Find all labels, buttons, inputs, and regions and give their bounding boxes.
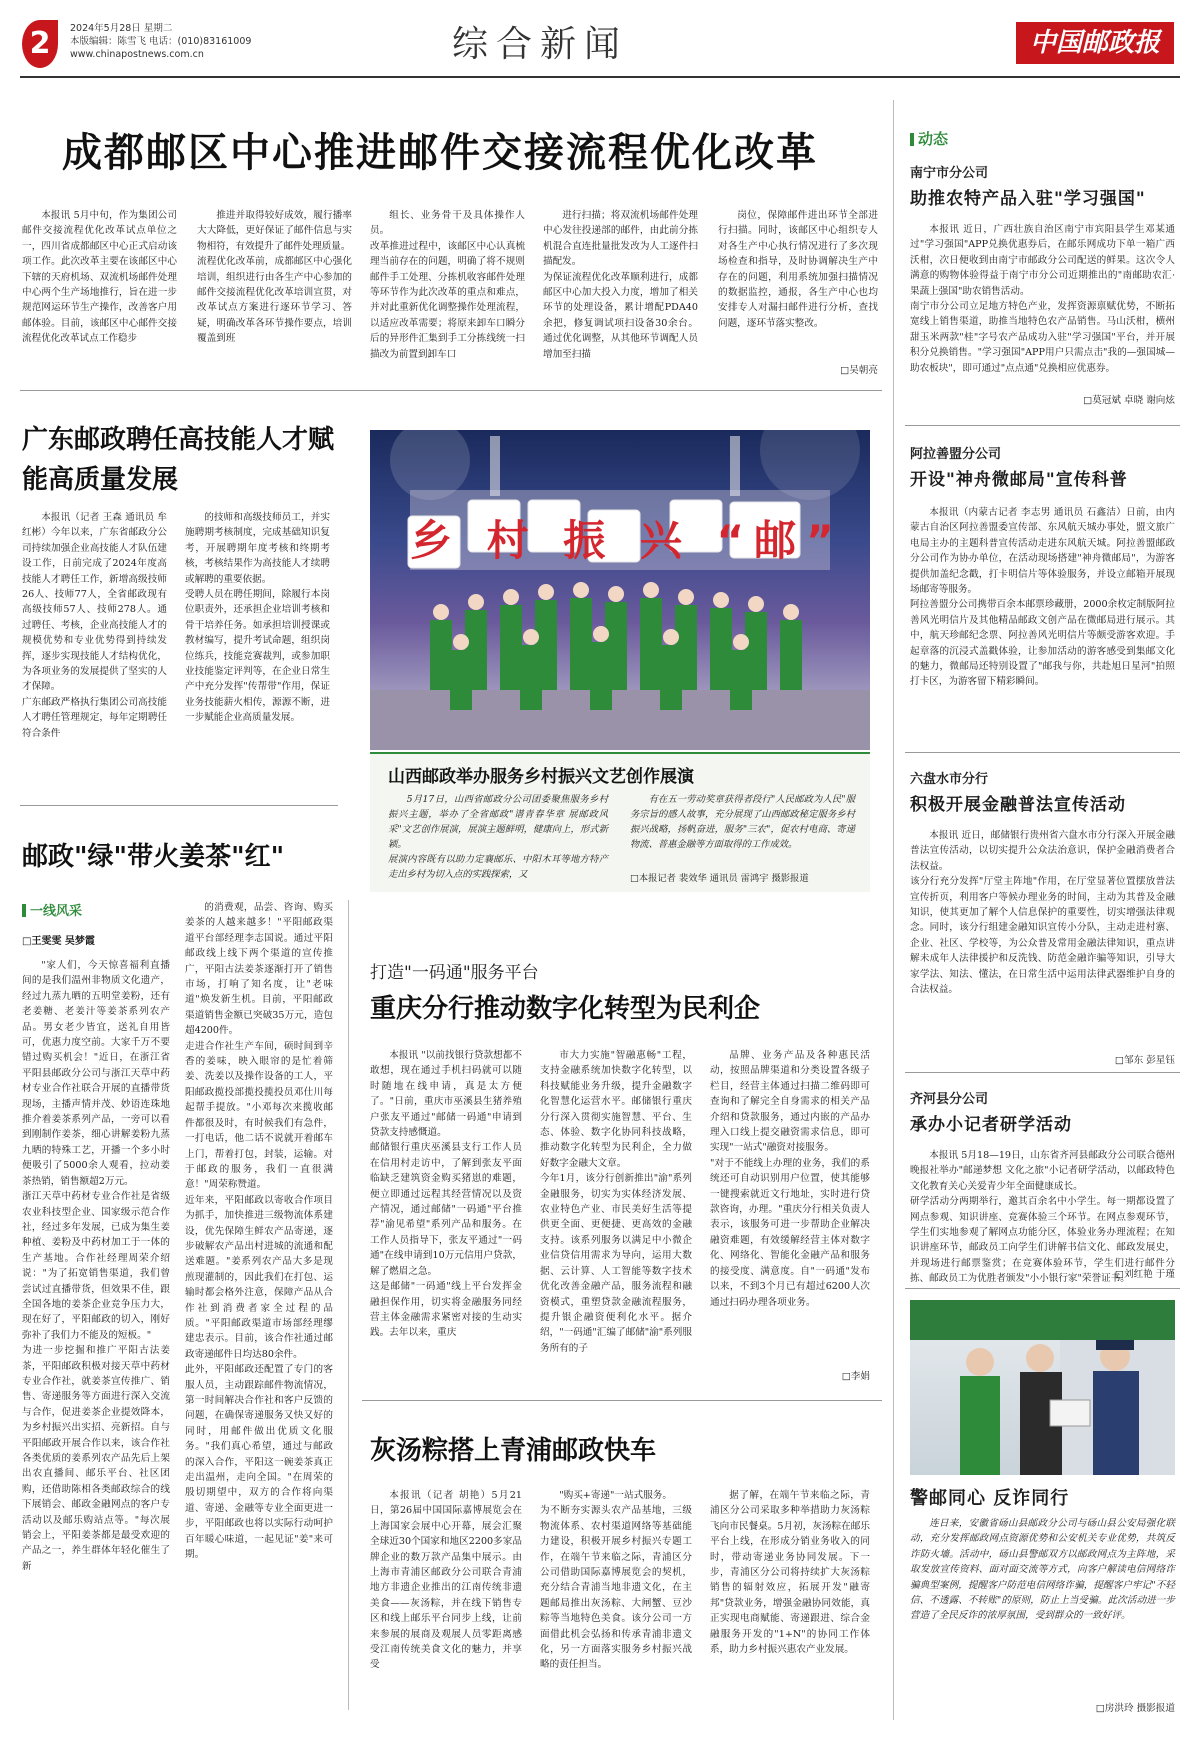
chongqing-signature: □李娟 (841, 1371, 870, 1382)
sidebar-body-1: 本报讯（内蒙古记者 李志男 通讯员 石鑫洁）日前，由内蒙古自治区阿拉善盟委宣传部、东风航天城办事处，盟文旅广电局主办的主题科普宣传活动走进东风航天城。阿拉善盟邮政分公司作为协办单位，在活动现场搭建"神舟微邮局"，为游客提供加盖纪念戳，打卡明信片等体验服务，并设立邮箱开展现场邮寄等服务。 阿拉善盟分公司携带百余本邮票珍藏册，2000余枚定制版阿拉善风光明信片及其他精品邮政文创产品在微邮局进行展示。其中，航天珍邮纪念票、阿拉善风光明信片等颇受游客欢迎。手起章落的沉浸式盖戳体验，让参加活动的游客感受到集邮文化的魅力，微邮局还特别设置了"邮我与你，共赴旭日星河"拍照打卡区，为游客留下精彩瞬间。 (910, 507, 1175, 688)
sidebar-branch-1: 阿拉善盟分公司 (910, 447, 1002, 462)
sidebar-title-0: 助推农特产品入驻"学习强国" (910, 189, 1146, 209)
editor-line: 本版编辑：陈雪飞 电话：(010)83161009 (70, 36, 252, 47)
date-line: 2024年5月28日 星期二 (70, 23, 173, 34)
ginger-headline: 邮政"绿"带火姜茶"红" (22, 842, 285, 872)
page-number: 2 (29, 26, 51, 61)
sidebar-branch-0: 南宁市分公司 (910, 166, 989, 181)
sidebar-rule-0 (905, 425, 1180, 426)
ginger-tag: 一线风采 (22, 900, 82, 919)
sidebar-sig-0: □莫冠斌 卓晓 谢向炫 (1083, 395, 1175, 406)
sidebar-rule-1 (905, 752, 1180, 753)
anti-fraud-signature: □房洪玲 摄影报道 (1095, 1703, 1175, 1714)
qingpu-col-1: 本报讯（记者 胡艳）5月21日，第26届中国国际嘉博展览会在上海国家会展中心开幕，展会汇聚全球近30个国家和地区2200多家品牌企业的数万款产品集中展示。由上海市青浦区邮政分公司联合青浦地方非遗企业推出的江南传统非遗美食——灰汤粽，并在线下销售专区和线上邮乐平台同步上线，让前来参展的展商及观展人员零距离感受江南传统美食文化的魅力，并享受 (370, 1490, 522, 1671)
sidebar-sig-3: □刘红艳 于瑾 (1114, 1269, 1175, 1280)
sidebar-rule-3 (905, 1288, 1180, 1289)
sidebar-body-3: 本报讯 5月18—19日，山东省齐河县邮政分公司联合德州晚报社举办"邮递梦想 文化之旅"小记者研学活动，以邮政特色文化教育关心关爱青少年全面健康成长。 研学活动分两期举行，邀其百余名中小学生。每一期都设置了网点参观、知识讲座、竞赛体验三个环节。在网点参观环节，学生们实地参观了解网点功能分区，体验业务办理流程；在知识讲座环节，邮政员工向学生们讲解书信文化、邮政发展史，并现场进行邮票鉴赏；在竞赛体验环节，学生们进行邮件分拣、邮政员工为优胜者颁发"小小银行家"荣誉证书。 (910, 1150, 1175, 1285)
stage-scene (370, 430, 870, 750)
lead-rule (20, 390, 882, 391)
page-number-badge (22, 20, 58, 68)
lead-col-4: 进行扫描；将双流机场邮件处理中心发往投递部的邮件，由此前分拣机混合直连批量批发改为人工逐件扫描配发。 为保证流程优化改革顺利进行，成都邮区中心加大投入力度，增加了相关环节的处理设备，累计增配PDA40余把，修复调试项扫设备30余台。通过优化调整，从其他环节调配人员增加至扫描 (543, 210, 698, 360)
chongqing-col-3: 品牌、业务产品及各种惠民活动，按照品牌渠道和分类设置各级子栏目，经营主体通过扫描二维码即可查询和了解完全自身需求的相关产品介绍和贷款服务，通过内嵌的产品办理入口线上提交融资需求信息，即可实现"一站式"融资对接服务。 "对于不能线上办理的业务，我们的系统还可自动识别用户位置，使其能够一键搜索就近文行地址，实时进行贷款咨询，办理。"重庆分行相关负责人表示，该服务可进一步帮助企业解决融资难题，有效缓解经营主体对数字化、网络化、智能化金融产品和服务的接受度、满意度。自"一码通"发布以来，不到3个月已有超过6200人次通过扫码办理各项业务。 (710, 1050, 870, 1308)
brand-logo: 中国邮政报 (1016, 22, 1174, 64)
sidebar-tag: 动态 (910, 128, 948, 149)
sidebar-divider (893, 100, 894, 1720)
sidebar-title-1: 开设"神舟微邮局"宣传科普 (910, 470, 1128, 490)
sidebar-branch-3: 齐河县分公司 (910, 1092, 989, 1107)
guangdong-rule (20, 805, 338, 806)
stage-banner-text: 乡 村 振 兴 “邮” (410, 516, 844, 565)
qingpu-col-3: 据了解，在端午节来临之际，青浦区分公司采取多种举措助力灰汤粽飞向市民餐桌。5月初，灰汤粽在邮乐平台上线，在形成分销业务收入的同时，带动寄递业务协同发展。下一步，青浦区分公司将持续扩大灰汤粽销售的辐射效应，拓展开发"融寄邦"贷款业务，增强金融协同效能，真正实现电商赋能、寄递跟进、综合金融服务开发的"1+N"的协同工作体系，助力乡村振兴惠农产业发展。 (710, 1490, 870, 1656)
chongqing-headline: 重庆分行推动数字化转型为民利企 (370, 994, 761, 1024)
anti-fraud-photo (910, 1300, 1175, 1475)
sidebar-body-2: 本报讯 近日，邮储银行贵州省六盘水市分行深入开展金融普法宣传活动，以切实提升公众法治意识，保护金融消费者合法权益。 该分行充分发挥"厅堂主阵地"作用，在厅堂显著位置摆放普法宣传折页，利用客户等候办理业务的时间，主动为其普及金融知识，使其更加了解个人信息保护的重要性，切实增强法律观念。同时，该分行组建金融知识宣传小分队，主动走进村寨、企业、社区、学校等，为公众普及常用金融法律知识，重点讲解未成年人法律援护和反洗钱、防范金融诈骗等知识，引导大家学法、知法、懂法，在日常生活中运用法律武器维护自身的合法权益。 (910, 830, 1175, 996)
lead-col-2: 推进并取得较好成效，履行播率大大降低，更好保证了邮件信息与实物相符，有效提升了邮件处理质量。 流程优化改革前，成都邮区中心强化培训，组织进行由各生产中心参加的邮件交接流程优化改革培训宣贯，对改革试点方案进行逐环节学习、答疑，明确改革各环节操作要点，培训覆盖到班 (197, 210, 352, 345)
ginger-col-2: 的消费观，品尝、咨询、购买姜茶的人越来越多！"平阳邮政渠道平台部经理李志国说。通过平阳邮政线上线下两个渠道的宣传推广，平阳古法姜茶逐渐打开了销售市场，打响了知名度，让"老味道"焕发新生机。目前，平阳邮政渠道销售金额已突破35万元，造包超4200件。 走进合作社生产车间，硕时间到辛香的姜味，映入眼帘的是忙着筛姜、洗姜以及操作设备的工人，平阳邮政揽投部揽投揽投员邓仕川每起帮手提放。"小邓每次来揽收邮件都很及时，有时候我们有急件，一打电话，他二话不说就开着邮车上门，帮着打包，封装，运输。对于邮政的服务，我们一直很满意！"周荣称赞道。 近年来，平阳邮政以寄收合作项目为抓手，加快推进三级物流体系建设，优先保障生鲜农产品寄递，逐步破解农产品出村进城的流通和配送难题。"姜系列农产品大多是现煎现灌制的，因此我们在打包、运输时都会格外注意，保障产品从合作社到消费者家全过程的品质。"平阳邮政渠道市场部经理缪建忠表示。目前，该合作社通过邮政寄递邮件日均达80余件。 此外，平阳邮政还配置了专门的客服人员，主动跟踪邮件物流情况，第一时间解决合作社和客户反馈的问题，在确保寄递服务又快又好的同时，用邮件做出优质文化服务。"我们真心希望，通过与邮政的深入合作，平阳这一碗姜茶真正走出温州，走向全国。"在周荣的殷切期望中，双方的合作将向渠道、寄递、金融等专业全面更进一步，平阳邮政也将以实际行动呵护百年暖心味道，一起见证"姜"来可期。 (185, 902, 333, 1561)
shanxi-caption: 山西邮政举办服务乡村振兴文艺创作展演 (388, 767, 694, 787)
chongqing-rule (362, 1400, 882, 1401)
sidebar-title-2: 积极开展金融普法宣传活动 (910, 795, 1126, 815)
website: www.chinapostnews.com.cn (70, 49, 204, 60)
sidebar-rule-2 (905, 1072, 1180, 1073)
lead-col-3: 组长、业务骨干及具体操作人员。 改革推进过程中，该邮区中心认真梳理当前存在的问题，明确了将不规则邮件手工处理、分拣机收容邮件处理等环节作为此次改革的重点和难点，并对此重新优化调整操作处理流程，以适应改革需要；将原来卸车口瞬分后的异形件汇集到手工分拣线统一扫描改为前置到卸车口 (370, 210, 525, 360)
guangdong-headline: 广东邮政聘任高技能人才赋能高质量发展 (22, 425, 335, 495)
section-title: 综合新闻 (452, 24, 629, 65)
qingpu-col-2: "购买+寄递"一站式服务。 为不断夯实源头农产品基地，三级物流体系、农村渠道网络等基础能力建设，积极开展乡村振兴专题工作，在端午节来临之际，青浦区分公司借助国际嘉博展览会的契机，充分结合青浦当地非遗文化，在主题邮局推出灰汤粽、大闸蟹、豆沙粽等当地特色美食。该分公司一方面借此机会弘扬和传承青浦非遗文化，另一方面落实服务乡村振兴战略的责任担当。 (540, 1490, 692, 1671)
qingpu-headline: 灰汤粽搭上青浦邮政快车 (370, 1436, 657, 1466)
shanxi-col-2: 有在五一劳动奖章获得者段行"人民邮政为人民"服务宗旨的感人故事，充分展现了山西邮政秘定服务乡村振兴战略，扬帆奋进，服务"三农"，促农村电商、寄递物流、普惠金融等方面取得的工作成效。 (630, 794, 855, 850)
lead-headline: 成都邮区中心推进邮件交接流程优化改革 (62, 129, 818, 176)
sidebar-sig-2: □邹东 彭星钰 (1114, 1055, 1175, 1066)
ginger-divider (348, 900, 349, 1710)
chongqing-col-2: 市大力实施"智融惠畅"工程，支持金融系统加快数字化转型，以科技赋能业务升级，提升金融数字化智慧化运营水平。邮储银行重庆分行深入贯彻实施智慧、平台、生态、体验、数字化协同科技战略，推动数字化转型为民利企，全力做好数字金融大文章。 今年1月，该分行创新推出"渝"系列金融服务，切实为实体经济发展、农业特色产业、市民美好生活等提供更全面、更便捷、更高效的金融支持。该系列服务以满足中小微企业信贷信用需求为导向，运用大数据、云计算、人工智能等数字技术优化改善金融产品，服务流程和融资模式，重塑贷款金融流程服务，提升银企融资便利化水平。据介绍，"一码通"汇编了邮储"渝"系列服务所有的子 (540, 1050, 692, 1354)
chongqing-kicker: 打造"一码通"服务平台 (370, 963, 539, 983)
anti-fraud-scene (910, 1300, 1175, 1475)
sidebar-body-0: 本报讯 近日，广西壮族自治区南宁市宾阳县学生邓某通过"学习强国"APP兑换优惠券后，在邮乐网成功下单一箱广西沃柑，次日便收到由南宁市邮政分公司配送的鲜果。这次令人满意的购物体验得益于南宁市分公司近期推出的"南邮助农汇·果蔬上强国"助农销售活动。 南宁市分公司立足地方特色产业，发挥资源禀赋优势，不断拓宽线上销售渠道，助推当地特色农产品销售。马山沃柑，横州甜玉米两款"桂"字号农产品成功入驻"学习强国"平台，并开展积分兑换销售。"学习强国"APP用户只需点击"我的—强国城—助农板块"，即可通过"点点通"兑换相应优惠券。 (910, 224, 1175, 374)
lead-col-1: 本报讯 5月中旬，作为集团公司邮件交接流程优化改革试点单位之一，四川省成都邮区中心正式启动该项工作。此次改革主要在该邮区中心下辖的天府机场、双流机场邮件处理中心两个生产场地推行，旨在进一步规范网运环节生产操作，改善客户用邮体验。目前，该邮区中心邮件交接流程优化改革试点工作稳步 (22, 210, 177, 345)
sidebar-title-3: 承办小记者研学活动 (910, 1115, 1072, 1135)
lead-signature: □吴朝亮 (840, 365, 878, 376)
masthead-rule (20, 76, 1180, 78)
masthead-info (70, 22, 251, 61)
anti-fraud-body: 连日来，安徽省砀山县邮政分公司与砀山县公安局强化联动，充分发挥邮政网点资源优势和公安机关专业优势，共筑反诈防火墙。活动中，砀山县警邮双方以邮政网点为主阵地，采取发放宣传资料、面对面交流等方式，向客户解读电信网络诈骗典型案例，提醒客户防范电信网络诈骗，提醒客户牢记"不轻信、不透露、不转账"的原则，防止上当受骗。此次活动进一步营造了全民反诈的浓厚氛围，受到群众的一致好评。 (910, 1518, 1175, 1622)
sidebar-branch-2: 六盘水市分行 (910, 772, 989, 787)
shanxi-signature: □本报记者 裴效华 通讯员 雷鸿宇 摄影报道 (630, 873, 809, 884)
lead-col-5: 岗位，保障邮件进出环节全部进行扫描。同时，该邮区中心组织专人对各生产中心执行情况进行了多次现场检查和指导，及时协调解决生产中存在的问题，利用系统加强扫描情况的数据监控，通报，各生产中心也均安排专人对漏扫邮件进行分析，查找问题，逐环节落实整改。 (718, 210, 878, 329)
guangdong-col-2: 的技师和高级技师员工，并实施聘期考核制度，完成基础知识复考，开展聘期年度考核和终期考核，考核结果作为高技能人才续聘或解聘的重要依据。 受聘人员在聘任期间，除履行本岗位职责外，还承担企业培训考核和骨干培养任务。如承担培训授课或教材编写，提升考试命题，组织岗位练兵，技能竞赛裁判，或参加职业技能鉴定评判等，在企业日常生产中充分发挥"传帮带"作用，保证业务技能薪火相传，源源不断，进一步赋能企业高质量发展。 (185, 512, 330, 724)
shanxi-col-1: 5月17日，山西省邮政分公司团委聚焦服务乡村振兴主题，举办了全省邮政"谱青春华章 展邮政风采"文艺创作展演，展演主题鲜明，健康向上，形式新颖。 展演内容既有以助力定襄邮乐、中阳木耳等地方特产走出乡村为切入点的实践探索，又 (388, 794, 608, 880)
anti-fraud-title: 警邮同心 反诈同行 (910, 1488, 1070, 1509)
shanxi-photo (370, 430, 870, 750)
chongqing-col-1: 本报讯 "以前找银行贷款想都不敢想，现在通过手机扫码就可以随时随地在线申请，真是太方便了。"日前，重庆市巫溪县生猪养殖户张友平通过"邮储一码通"申请到贷款支持感慨道。 邮储银行重庆巫溪县支行工作人员在信用村走访中，了解到张友平面临缺乏建筑资金购买猪崽的难题，便立即通过远程其经营情况以及资产情况，通过邮储"一码通"平台推荐"渝见希望"系列产品和服务。在工作人员指导下，张友平通过"一码通"在线申请到10万元信用户贷款，解了燃眉之急。 这是邮储"一码通"线上平台发挥金融担保作用，切实将金融服务同经营主体金融需求紧密对接的生动实践。去年以来，重庆 (370, 1050, 522, 1339)
ginger-byline: □王雯雯 吴梦霞 (22, 936, 95, 947)
ginger-col-1: "家人们，今天惊喜福利直播间的是我们温州非物质文化遗产，经过九蒸九晒的五明堂姜粉，还有老姜糖、老姜汁等姜茶系列农产品。男女老少皆宜，送礼自用皆可，优惠力度空前。大家千万不要错过购买机会！"近日，在浙江省平阳县邮政分公司与浙江天草中药材专业合作社联合开展的直播带货现场，主播声情并茂、妙语连珠地推介着姜茶系列产品，一旁可以看到刚制作姜茶，细心讲解姜粉九蒸九晒的特殊工艺，开播一个多小时便吸引了5000余人观看，拉动姜茶热销，销售额超2万元。 浙江天草中药材专业合作社是省级农业科技型企业、国家级示范合作社，经过多年发展，已成为集生姜种植、姜粉及中药材加工于一体的生产基地。合作社经理周荣介绍说："为了拓宽销售渠道，我们曾尝试过直播带货，但效果不佳，跟全国各地的姜茶企业竞争压力大，现在好了，平阳邮政的切入，刚好弥补了我们力不能及的短板。" 为进一步挖掘和推广平阳古法姜茶，平阳邮政积极对接天草中药材专业合作社，就姜茶宣传推广、销售、寄递服务等方面进行深入交流与合作，促进姜茶企业提效降本，为乡村振兴出实招、亮新招。自与平阳邮政开展合作以来，该合作社各类优质的姜系列农产品先后上架出农直播间、邮乐平台、社区团购，还借助陈相各类邮政综合的线下展销会、邮政金融网点的客户专活动以及邮乐购站点等。"每次展销会上，平阳姜茶都是最受欢迎的产品之一，养生群体年轻化催生了新 (22, 960, 170, 1572)
guangdong-col-1: 本报讯（记者 王森 通讯员 牟红彬）今年以来，广东省邮政分公司持续加强企业高技能人才队伍建设工作，日前完成了2024年度高技能人才聘任工作，新增高级技师26人、技师77人，全省邮政现有高级技师57人、技师278人。通过聘任、考核，企业高技能人才的规模优势和专业优势得到持续发挥，逐步实现技能人才结构优化，为各项业务的发展提供了坚实的人才保障。 广东邮政严格执行集团公司高技能人才聘任管理规定，每年定期聘任符合条件 (22, 512, 167, 739)
